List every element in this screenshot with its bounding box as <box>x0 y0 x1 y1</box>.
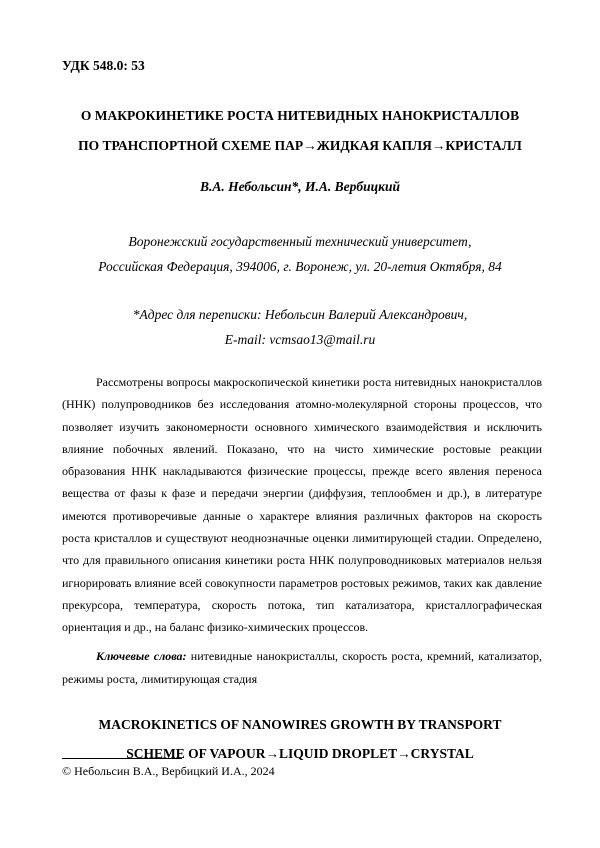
article-title-en <box>40 710 560 768</box>
keywords-label: Ключевые слова: <box>96 649 187 663</box>
title-line-1: О МАКРОКИНЕТИКЕ РОСТА НИТЕВИДНЫХ НАНОКРИСТАЛЛОВ <box>80 108 520 123</box>
keywords-text: нитевидные нанокристаллы, скорость роста, кремний, катализатор, режимы роста, лимитирующая стадия <box>62 649 543 686</box>
authors: В.А. Небольсин*, И.А. Вербицкий <box>199 179 400 194</box>
affiliation-line-1: Воронежский государственный технический университет, <box>128 234 472 249</box>
title-line-2: ПО ТРАНСПОРТНОЙ СХЕМЕ ПАР→ЖИДКАЯ КАПЛЯ→КРИСТАЛЛ <box>78 138 522 153</box>
udc-code: УДК 548.0: 53 <box>62 58 145 73</box>
en-title-line-1: MACROKINETICS OF NANOWIRES GROWTH BY TRANSPORT <box>98 717 502 732</box>
affiliation <box>0 229 600 279</box>
en-title-line-2: SCHEME OF VAPOUR→LIQUID DROPLET→CRYSTAL <box>126 746 474 761</box>
article-title-ru <box>40 101 560 161</box>
abstract-text: Рассмотрены вопросы макроскопической кинетики роста нитевидных нанокристаллов (ННК) полупроводников без исследования атомно-молекулярной стороны процессов, что позволяет изучить закономерности основного химического взаимодействия и исключить влияние побочных явлений. Показано, что на чисто химические ростовые реакции образования ННК накладываются физические процессы, прежде всего явления переноса вещества от фазы к фазе и передачи энергии (диффузия, теплообмен и др.), в литературе имеются противоречивые данные о характере влияния различных факторов на скорость роста кристаллов и существуют неоднозначные оценки лимитирующей стадии. Определено, что для правильного описания кинетики роста ННК полупроводниковых материалов нельзя игнорировать влияние всей совокупности параметров ростовых режимов, таких как давление прекурсора, температура, скорость потока, тип катализатора, кристаллографическая ориентация и др., на баланс физико-химических процессов. <box>62 375 542 635</box>
affiliation-line-2: Российская Федерация, 394006, г. Воронеж, ул. 20-летия Октября, 84 <box>98 259 502 274</box>
abstract <box>62 371 542 639</box>
correspondence-email: E-mail: vcmsao13@mail.ru <box>224 332 376 347</box>
correspondence <box>0 302 600 352</box>
keywords <box>62 645 542 691</box>
correspondence-line-1: *Адрес для переписки: Небольсин Валерий Александрович, <box>132 307 468 322</box>
footnote-divider <box>62 758 182 759</box>
copyright-footnote: © Небольсин В.А., Вербицкий И.А., 2024 <box>62 764 275 778</box>
